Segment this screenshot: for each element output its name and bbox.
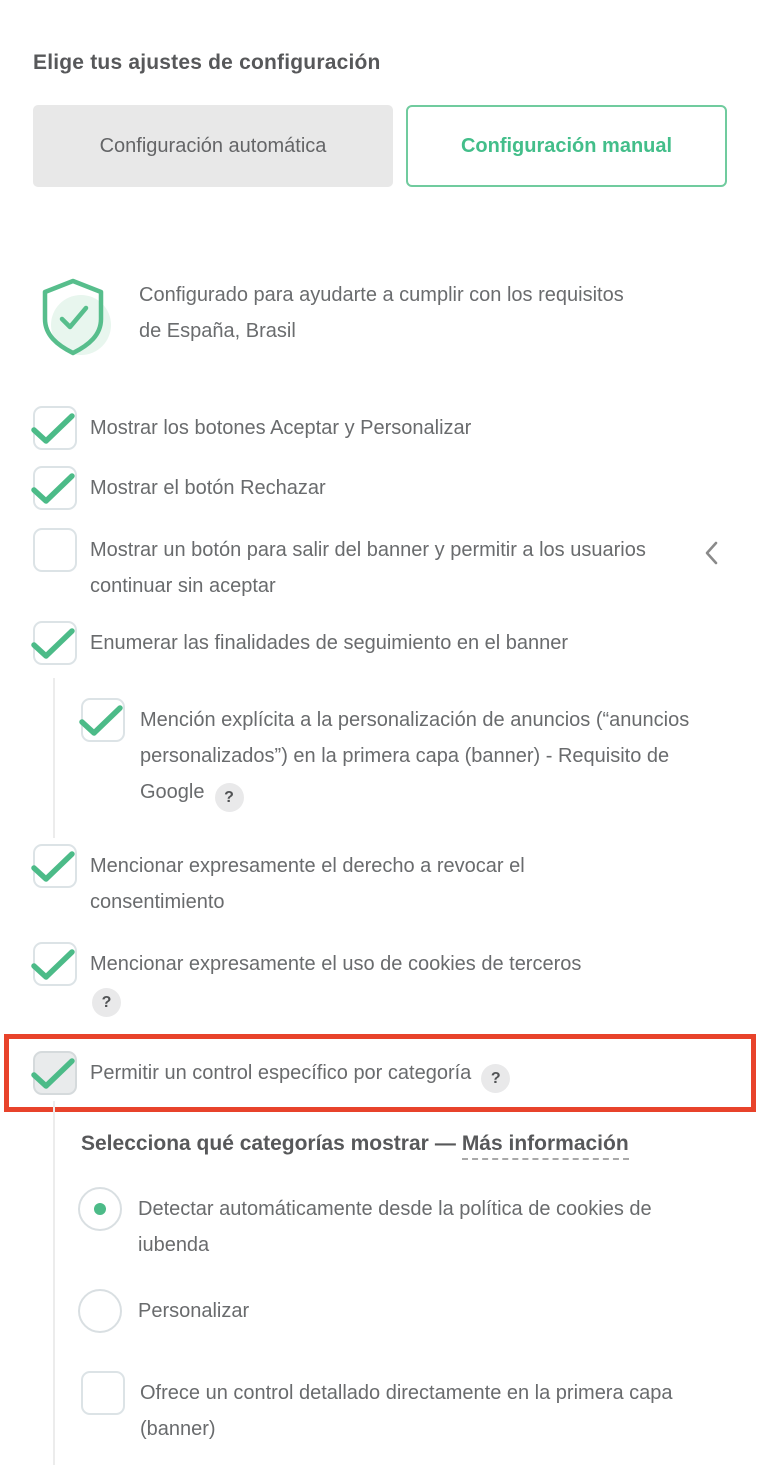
checkbox-revoke-right[interactable] xyxy=(33,844,77,888)
option-show-reject xyxy=(33,466,727,510)
option-label[interactable] xyxy=(90,942,581,1017)
radio-option-auto-detect xyxy=(78,1187,727,1263)
option-show-close-button xyxy=(33,528,727,604)
checkbox-third-party-cookies[interactable] xyxy=(33,942,77,986)
option-label[interactable]: Enumerar las finalidades de seguimiento en el banner xyxy=(90,632,569,654)
option-ads-personalization xyxy=(81,698,727,812)
tab-manual-label: Configuración manual xyxy=(460,134,673,157)
more-info-link[interactable]: Más información xyxy=(462,1132,629,1160)
checkbox-first-layer-control[interactable] xyxy=(81,1371,125,1415)
help-icon[interactable]: ? xyxy=(481,1064,510,1093)
check-icon xyxy=(30,850,76,884)
radio-option-customize xyxy=(78,1289,727,1333)
option-label[interactable]: Mostrar el botón Rechazar xyxy=(90,477,326,499)
checkbox-ads-personalization[interactable] xyxy=(81,698,125,742)
check-icon xyxy=(78,704,124,738)
option-label[interactable]: Mostrar un botón para salir del banner y permitir a los usuarios continuar sin aceptar xyxy=(90,539,646,597)
option-text: Mencionar expresamente el uso de cookies de terceros xyxy=(90,953,582,975)
option-text: Permitir un control específico por categoría xyxy=(90,1062,472,1084)
option-label[interactable] xyxy=(140,698,700,812)
page-title: Elige tus ajustes de configuración xyxy=(33,51,381,74)
radio-label[interactable]: Detectar automáticamente desde la política de cookies de iubenda xyxy=(138,1198,652,1256)
checkbox-list-purposes[interactable] xyxy=(33,621,77,665)
option-revoke-right xyxy=(33,844,727,920)
tab-automatic-label: Configuración automática xyxy=(99,134,327,157)
radio-dot xyxy=(94,1203,106,1215)
option-per-category-control xyxy=(33,1051,751,1095)
option-label[interactable]: Mostrar los botones Aceptar y Personalizar xyxy=(90,417,472,439)
chevron-left-icon[interactable] xyxy=(703,540,719,571)
option-first-layer-control xyxy=(81,1371,727,1447)
check-icon xyxy=(30,1057,76,1091)
radio-auto-detect[interactable] xyxy=(78,1187,122,1231)
categories-section-heading xyxy=(81,1130,727,1158)
compliance-text: Configurado para ayudarte a cumplir con los requisitos de España, Brasil xyxy=(139,284,624,342)
configuration-mode-tabs xyxy=(33,105,727,187)
check-icon xyxy=(30,948,76,982)
compliance-note xyxy=(33,275,727,372)
radio-customize[interactable] xyxy=(78,1289,122,1333)
option-text: Mención explícita a la personalización de anuncios (“anuncios personalizados”) en la primera capa (banner) - Requisito de Google xyxy=(140,709,690,803)
highlight-annotation-box xyxy=(4,1034,756,1112)
heading-text: Selecciona qué categorías mostrar xyxy=(81,1132,429,1155)
checkbox-show-accept-customize[interactable] xyxy=(33,406,77,450)
tab-manual-configuration[interactable] xyxy=(406,105,727,187)
check-icon xyxy=(30,412,76,446)
tab-automatic-configuration[interactable] xyxy=(33,105,393,187)
heading-dash: — xyxy=(434,1132,456,1155)
indent-guide-line xyxy=(53,1101,55,1465)
option-label[interactable] xyxy=(90,1051,510,1093)
indent-guide-line xyxy=(53,678,55,838)
check-icon xyxy=(30,627,76,661)
checkbox-show-close-button[interactable] xyxy=(33,528,77,572)
help-icon[interactable]: ? xyxy=(92,988,121,1017)
check-icon xyxy=(30,472,76,506)
help-icon[interactable]: ? xyxy=(215,783,244,812)
option-list-purposes xyxy=(33,621,727,665)
option-show-accept-customize xyxy=(33,406,727,450)
option-third-party-cookies xyxy=(33,942,727,1017)
option-label[interactable]: Mencionar expresamente el derecho a revocar el consentimiento xyxy=(90,855,525,913)
option-label[interactable]: Ofrece un control detallado directamente en la primera capa (banner) xyxy=(140,1382,673,1440)
checkbox-show-reject[interactable] xyxy=(33,466,77,510)
checkbox-per-category-control[interactable] xyxy=(33,1051,77,1095)
shield-check-icon xyxy=(37,275,109,372)
radio-label[interactable]: Personalizar xyxy=(138,1300,250,1322)
